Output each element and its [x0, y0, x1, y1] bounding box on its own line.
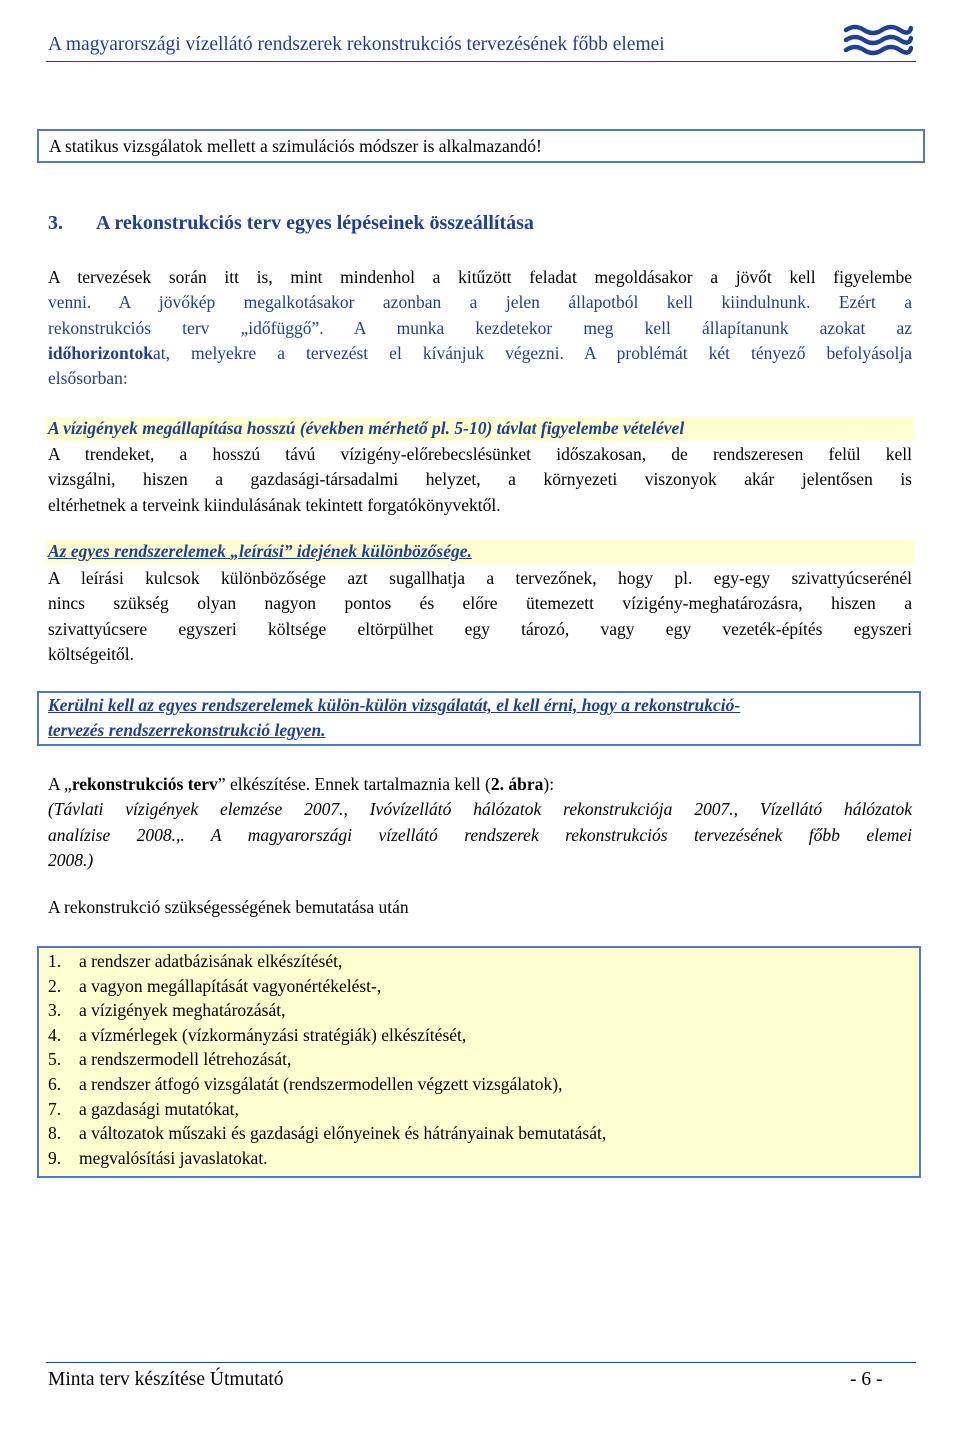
list-intro: A rekonstrukció szükségességének bemutatása után	[48, 897, 409, 917]
intro-paragraph	[48, 265, 912, 391]
writeoff-paragraph	[48, 566, 912, 667]
list-item: 8. a változatok műszaki és gazdasági előnyeinek és hátrányainak bemutatását,	[48, 1123, 607, 1144]
waves-icon	[843, 22, 913, 58]
text-line: elsősorban:	[48, 368, 128, 389]
text-line: (Távlati vízigények elemzése 2007., Ivóvízellátó hálózatok rekonstrukciója 2007., Vízellátó hálózatok	[48, 799, 912, 820]
text-line: 2008.)	[48, 849, 94, 870]
list-item: 1. a rendszer adatbázisának elkészítését,	[48, 951, 343, 971]
section-title: A rekonstrukciós terv egyes lépéseinek összeállítása	[96, 212, 534, 234]
header-title: A magyarországi vízellátó rendszerek rekonstrukciós tervezésének főbb elemei	[48, 34, 665, 55]
warning-line: tervezés rendszerrekonstrukció legyen.	[48, 720, 326, 740]
text-line: analízise 2008.,. A magyarországi vízellátó rendszerek rekonstrukciós tervezésének főbb elemei	[48, 824, 912, 845]
text-line: időhorizontokat, melyekre a tervezést el kívánjuk végezni. A problémát két tényező befolyásolja	[48, 342, 912, 363]
list-item: 2. a vagyon megállapítását vagyonértékelést-,	[48, 975, 382, 996]
list-item: 9. megvalósítási javaslatokat.	[48, 1147, 268, 1168]
section-number: 3.	[48, 212, 63, 234]
plan-paragraph	[48, 772, 912, 873]
subheading-water-demand: A vízigények megállapítása hosszú (években mérhető pl. 5-10) távlat figyelembe vételével	[48, 418, 685, 438]
text-line: A leírási kulcsok különbözősége azt sugallhatja a tervezőnek, hogy pl. egy-egy szivattyúcserénél	[48, 568, 912, 588]
text-line: költségeitől.	[48, 643, 135, 664]
bold-term: rekonstrukciós terv	[71, 774, 218, 794]
subheading-writeoff: Az egyes rendszerelemek „leírási” idejének különbözősége.	[48, 541, 472, 561]
text-line: A tervezések során itt is, mint mindenhol a kitűzött feladat megoldásakor a jövőt kell figyelembe	[48, 267, 912, 287]
notice-text: A statikus vizsgálatok mellett a szimulációs módszer is alkalmazandó!	[49, 136, 542, 156]
warning-line: Kerülni kell az egyes rendszerelemek külön-külön vizsgálatát, el kell érni, hogy a rekonstrukció-	[48, 695, 741, 715]
footer-divider	[46, 1362, 916, 1363]
warning-box	[37, 691, 921, 746]
list-item: 6. a rendszer átfogó vizsgálatát (rendszermodellen végzett vizsgálatok),	[48, 1073, 563, 1094]
list-item: 4. a vízmérlegek (vízkormányzási stratégiák) elkészítését,	[48, 1024, 467, 1045]
text-line: eltérhetnek a terveink kiindulásának tekintett forgatókönyvektől.	[48, 494, 501, 515]
list-item: 7. a gazdasági mutatókat,	[48, 1098, 239, 1119]
header-divider	[46, 61, 916, 62]
bold-term: időhorizontok	[48, 342, 154, 363]
notice-box	[37, 129, 925, 163]
list-item: 3. a vízigények meghatározását,	[48, 1000, 286, 1021]
bold-term: 2. ábra	[490, 774, 544, 794]
page-number: - 6 -	[850, 1369, 883, 1390]
text-line: nincs szükség olyan nagyon pontos és előre ütemezett vízigény-meghatározásra, hiszen a	[48, 593, 912, 614]
text-line: szivattyúcsere egyszeri költsége eltörpülhet egy tározó, vagy egy vezeték-építés egyszeri	[48, 618, 912, 639]
list-item: 5. a rendszermodell létrehozását,	[48, 1049, 292, 1070]
text-line: rekonstrukciós terv „időfüggő”. A munka kezdetekor meg kell állapítanunk azokat az	[48, 317, 912, 338]
text-line: venni. A jövőkép megalkotásakor azonban a jelen állapotból kell kiindulnunk. Ezért a	[48, 292, 912, 313]
footer-title: Minta terv készítése Útmutató	[48, 1369, 284, 1390]
text-line: vizsgálni, hiszen a gazdasági-társadalmi helyzet, a környezeti viszonyok akár jelentősen is	[48, 469, 912, 490]
text-line: A trendeket, a hosszú távú vízigény-előrebecslésünket időszakosan, de rendszeresen felül kell	[48, 444, 912, 464]
trend-paragraph	[48, 442, 912, 518]
text-line: A „rekonstrukciós terv” elkészítése. Ennek tartalmaznia kell (2. ábra):	[48, 774, 555, 794]
section-heading	[48, 212, 534, 235]
steps-list	[48, 951, 606, 1172]
